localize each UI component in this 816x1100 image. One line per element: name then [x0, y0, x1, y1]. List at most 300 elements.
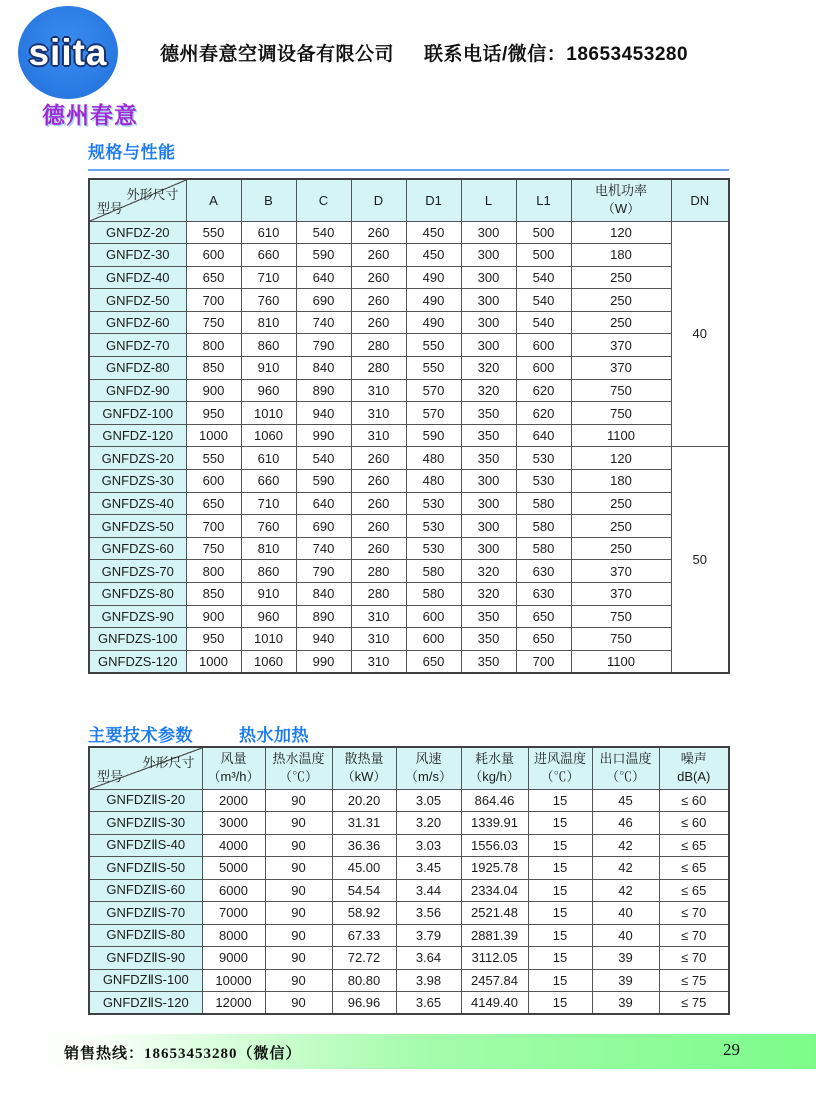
value-cell: 750	[186, 537, 241, 560]
value-cell: 550	[186, 221, 241, 244]
value-cell: 580	[516, 492, 571, 515]
value-cell: 760	[241, 515, 296, 538]
value-cell: 940	[296, 628, 351, 651]
value-cell: 2457.84	[461, 969, 528, 992]
value-cell: 900	[186, 379, 241, 402]
perf-col-header: 散热量 （kW）	[332, 747, 396, 789]
value-cell: ≤ 75	[659, 969, 729, 992]
value-cell: 350	[461, 424, 516, 447]
value-cell: 600	[516, 334, 571, 357]
perf-row	[89, 902, 729, 925]
value-cell: 800	[186, 334, 241, 357]
value-cell: 260	[351, 221, 406, 244]
logo-text: siita	[28, 31, 108, 73]
model-cell: GNFDZⅡS-80	[89, 924, 202, 947]
value-cell: 3.44	[396, 879, 461, 902]
spec-col-header-motor-power: 电机功率 （W）	[571, 179, 671, 221]
value-cell: 5000	[202, 857, 265, 880]
value-cell: 630	[516, 583, 571, 606]
value-cell: 1100	[571, 424, 671, 447]
spec-row	[89, 311, 729, 334]
model-cell: GNFDZS-80	[89, 583, 186, 606]
value-cell: 530	[406, 492, 461, 515]
value-cell: 1060	[241, 424, 296, 447]
value-cell: 67.33	[332, 924, 396, 947]
model-cell: GNFDZⅡS-40	[89, 834, 202, 857]
value-cell: 90	[265, 789, 332, 812]
footer-bar	[28, 1034, 816, 1069]
perf-col-header: 风量 （m³/h）	[202, 747, 265, 789]
value-cell: 590	[296, 244, 351, 267]
value-cell: 1000	[186, 650, 241, 673]
value-cell: 950	[186, 402, 241, 425]
perf-row	[89, 834, 729, 857]
value-cell: 4000	[202, 834, 265, 857]
value-cell: 610	[241, 447, 296, 470]
value-cell: 750	[571, 379, 671, 402]
spec-row	[89, 537, 729, 560]
corner-label-top: 外形尺寸	[142, 755, 195, 770]
value-cell: 310	[351, 605, 406, 628]
model-cell: GNFDZⅡS-50	[89, 857, 202, 880]
spec-row	[89, 583, 729, 606]
value-cell: 280	[351, 583, 406, 606]
spec-row	[89, 447, 729, 470]
value-cell: 370	[571, 357, 671, 380]
value-cell: 90	[265, 924, 332, 947]
value-cell: 90	[265, 879, 332, 902]
value-cell: 500	[516, 221, 571, 244]
spec-row	[89, 515, 729, 538]
value-cell: ≤ 75	[659, 992, 729, 1015]
value-cell: 650	[406, 650, 461, 673]
model-cell: GNFDZS-90	[89, 605, 186, 628]
spec-row	[89, 402, 729, 425]
value-cell: 90	[265, 992, 332, 1015]
value-cell: 690	[296, 515, 351, 538]
value-cell: 850	[186, 583, 241, 606]
value-cell: 530	[406, 515, 461, 538]
value-cell: 620	[516, 379, 571, 402]
value-cell: 370	[571, 583, 671, 606]
value-cell: 570	[406, 402, 461, 425]
perf-row	[89, 812, 729, 835]
value-cell: 600	[516, 357, 571, 380]
value-cell: 790	[296, 560, 351, 583]
section-title-specs: 规格与性能	[88, 143, 176, 162]
spec-row	[89, 244, 729, 267]
model-cell: GNFDZ-70	[89, 334, 186, 357]
value-cell: 8000	[202, 924, 265, 947]
value-cell: ≤ 70	[659, 902, 729, 925]
value-cell: 600	[186, 244, 241, 267]
value-cell: 300	[461, 266, 516, 289]
value-cell: 1925.78	[461, 857, 528, 880]
section-title-sub: 热水加热	[239, 726, 309, 745]
value-cell: 90	[265, 857, 332, 880]
value-cell: 300	[461, 334, 516, 357]
spec-row	[89, 289, 729, 312]
value-cell: 490	[406, 311, 461, 334]
value-cell: 350	[461, 628, 516, 651]
value-cell: 1100	[571, 650, 671, 673]
perf-col-header: 耗水量 （kg/h）	[461, 747, 528, 789]
value-cell: 900	[186, 605, 241, 628]
model-cell: GNFDZ-60	[89, 311, 186, 334]
value-cell: ≤ 70	[659, 924, 729, 947]
value-cell: 250	[571, 515, 671, 538]
spec-row	[89, 221, 729, 244]
perf-col-header: 出口温度 （℃）	[592, 747, 659, 789]
value-cell: 2334.04	[461, 879, 528, 902]
model-cell: GNFDZS-120	[89, 650, 186, 673]
value-cell: 740	[296, 311, 351, 334]
value-cell: 1556.03	[461, 834, 528, 857]
value-cell: 300	[461, 311, 516, 334]
value-cell: 90	[265, 902, 332, 925]
value-cell: 1000	[186, 424, 241, 447]
value-cell: 15	[528, 812, 592, 835]
model-cell: GNFDZ-40	[89, 266, 186, 289]
value-cell: 90	[265, 834, 332, 857]
value-cell: 890	[296, 605, 351, 628]
value-cell: 260	[351, 492, 406, 515]
value-cell: 760	[241, 289, 296, 312]
value-cell: 540	[296, 447, 351, 470]
value-cell: 650	[516, 605, 571, 628]
perf-row	[89, 879, 729, 902]
value-cell: 350	[461, 605, 516, 628]
value-cell: 3.65	[396, 992, 461, 1015]
value-cell: 690	[296, 289, 351, 312]
model-cell: GNFDZ-120	[89, 424, 186, 447]
value-cell: 550	[406, 357, 461, 380]
value-cell: 700	[186, 289, 241, 312]
value-cell: 370	[571, 334, 671, 357]
value-cell: 280	[351, 357, 406, 380]
value-cell: 350	[461, 447, 516, 470]
value-cell: 250	[571, 537, 671, 560]
value-cell: 580	[516, 515, 571, 538]
value-cell: 280	[351, 334, 406, 357]
value-cell: 310	[351, 628, 406, 651]
value-cell: 3.03	[396, 834, 461, 857]
logo-subtitle: 德州春意	[42, 102, 138, 128]
value-cell: 650	[186, 266, 241, 289]
page-number: 29	[723, 1040, 740, 1059]
value-cell: 72.72	[332, 947, 396, 970]
value-cell: 600	[406, 605, 461, 628]
value-cell: 45.00	[332, 857, 396, 880]
value-cell: 1010	[241, 402, 296, 425]
value-cell: 320	[461, 560, 516, 583]
value-cell: 650	[186, 492, 241, 515]
spec-row	[89, 650, 729, 673]
value-cell: 40	[592, 924, 659, 947]
value-cell: 15	[528, 834, 592, 857]
value-cell: 710	[241, 266, 296, 289]
model-cell: GNFDZ-30	[89, 244, 186, 267]
value-cell: 860	[241, 560, 296, 583]
value-cell: 15	[528, 902, 592, 925]
model-cell: GNFDZⅡS-120	[89, 992, 202, 1015]
value-cell: 250	[571, 311, 671, 334]
value-cell: 450	[406, 221, 461, 244]
value-cell: 480	[406, 447, 461, 470]
value-cell: 2000	[202, 789, 265, 812]
model-cell: GNFDZ-90	[89, 379, 186, 402]
value-cell: 2881.39	[461, 924, 528, 947]
spec-row	[89, 470, 729, 493]
value-cell: 450	[406, 244, 461, 267]
value-cell: 310	[351, 424, 406, 447]
value-cell: 910	[241, 357, 296, 380]
value-cell: 260	[351, 311, 406, 334]
value-cell: 42	[592, 834, 659, 857]
value-cell: 590	[296, 470, 351, 493]
value-cell: 3.98	[396, 969, 461, 992]
value-cell: 940	[296, 402, 351, 425]
value-cell: 650	[516, 628, 571, 651]
value-cell: ≤ 70	[659, 947, 729, 970]
corner-label-bottom: 型号	[97, 768, 124, 784]
value-cell: 750	[186, 311, 241, 334]
model-cell: GNFDZ-80	[89, 357, 186, 380]
value-cell: 530	[516, 447, 571, 470]
value-cell: 580	[406, 583, 461, 606]
value-cell: 320	[461, 583, 516, 606]
value-cell: 640	[296, 266, 351, 289]
value-cell: 550	[186, 447, 241, 470]
value-cell: 280	[351, 560, 406, 583]
perf-row	[89, 857, 729, 880]
value-cell: 42	[592, 879, 659, 902]
perf-corner-header	[89, 747, 202, 789]
value-cell: 800	[186, 560, 241, 583]
value-cell: 180	[571, 244, 671, 267]
perf-col-header: 风速 （m/s）	[396, 747, 461, 789]
value-cell: 260	[351, 470, 406, 493]
value-cell: 700	[186, 515, 241, 538]
value-cell: 640	[296, 492, 351, 515]
model-cell: GNFDZⅡS-100	[89, 969, 202, 992]
corner-label-top: 外形尺寸	[126, 187, 179, 202]
value-cell: 860	[241, 334, 296, 357]
value-cell: 260	[351, 266, 406, 289]
value-cell: 350	[461, 402, 516, 425]
value-cell: 480	[406, 470, 461, 493]
value-cell: 310	[351, 402, 406, 425]
value-cell: 3.64	[396, 947, 461, 970]
model-cell: GNFDZⅡS-60	[89, 879, 202, 902]
value-cell: 15	[528, 789, 592, 812]
perf-row	[89, 969, 729, 992]
value-cell: 31.31	[332, 812, 396, 835]
model-cell: GNFDZS-20	[89, 447, 186, 470]
value-cell: 80.80	[332, 969, 396, 992]
value-cell: 640	[516, 424, 571, 447]
value-cell: 15	[528, 992, 592, 1015]
value-cell: ≤ 65	[659, 857, 729, 880]
value-cell: 960	[241, 605, 296, 628]
spec-row	[89, 266, 729, 289]
model-cell: GNFDZⅡS-20	[89, 789, 202, 812]
model-cell: GNFDZⅡS-90	[89, 947, 202, 970]
model-cell: GNFDZS-40	[89, 492, 186, 515]
value-cell: 320	[461, 379, 516, 402]
value-cell: 490	[406, 289, 461, 312]
value-cell: 3.56	[396, 902, 461, 925]
value-cell: 300	[461, 537, 516, 560]
value-cell: 570	[406, 379, 461, 402]
spec-col-header: L1	[516, 179, 571, 221]
model-cell: GNFDZS-100	[89, 628, 186, 651]
value-cell: 810	[241, 537, 296, 560]
value-cell: 750	[571, 628, 671, 651]
spec-row	[89, 424, 729, 447]
value-cell: 990	[296, 424, 351, 447]
spec-row	[89, 357, 729, 380]
section-title-parameters	[88, 721, 309, 746]
value-cell: 1339.91	[461, 812, 528, 835]
value-cell: 39	[592, 992, 659, 1015]
value-cell: 36.36	[332, 834, 396, 857]
model-cell: GNFDZS-50	[89, 515, 186, 538]
value-cell: 620	[516, 402, 571, 425]
value-cell: 710	[241, 492, 296, 515]
value-cell: 950	[186, 628, 241, 651]
value-cell: 20.20	[332, 789, 396, 812]
value-cell: 490	[406, 266, 461, 289]
value-cell: 7000	[202, 902, 265, 925]
value-cell: 58.92	[332, 902, 396, 925]
value-cell: 90	[265, 812, 332, 835]
value-cell: 840	[296, 357, 351, 380]
corner-label-bottom: 型号	[97, 200, 124, 216]
value-cell: 610	[241, 221, 296, 244]
spec-row	[89, 560, 729, 583]
value-cell: 350	[461, 650, 516, 673]
value-cell: 540	[296, 221, 351, 244]
value-cell: 550	[406, 334, 461, 357]
value-cell: 864.46	[461, 789, 528, 812]
value-cell: 700	[516, 650, 571, 673]
value-cell: 540	[516, 266, 571, 289]
siita-logo	[18, 6, 118, 99]
value-cell: 39	[592, 969, 659, 992]
model-cell: GNFDZ-50	[89, 289, 186, 312]
dn-merged-cell: 40	[671, 221, 729, 447]
value-cell: 96.96	[332, 992, 396, 1015]
value-cell: 890	[296, 379, 351, 402]
model-cell: GNFDZS-30	[89, 470, 186, 493]
value-cell: 260	[351, 244, 406, 267]
spec-row	[89, 379, 729, 402]
perf-row	[89, 789, 729, 812]
value-cell: 120	[571, 221, 671, 244]
spec-col-header: D1	[406, 179, 461, 221]
value-cell: 300	[461, 244, 516, 267]
value-cell: 42	[592, 857, 659, 880]
value-cell: 3.79	[396, 924, 461, 947]
value-cell: 600	[186, 470, 241, 493]
value-cell: 90	[265, 969, 332, 992]
value-cell: 260	[351, 447, 406, 470]
value-cell: 10000	[202, 969, 265, 992]
value-cell: 990	[296, 650, 351, 673]
value-cell: ≤ 60	[659, 789, 729, 812]
value-cell: 300	[461, 492, 516, 515]
value-cell: 15	[528, 857, 592, 880]
spec-col-header: B	[241, 179, 296, 221]
value-cell: 840	[296, 583, 351, 606]
spec-col-header-dn: DN	[671, 179, 729, 221]
value-cell: 660	[241, 244, 296, 267]
value-cell: 530	[406, 537, 461, 560]
value-cell: 540	[516, 289, 571, 312]
value-cell: 790	[296, 334, 351, 357]
value-cell: 320	[461, 357, 516, 380]
value-cell: 660	[241, 470, 296, 493]
value-cell: 910	[241, 583, 296, 606]
value-cell: 810	[241, 311, 296, 334]
value-cell: 2521.48	[461, 902, 528, 925]
value-cell: 1060	[241, 650, 296, 673]
value-cell: 3112.05	[461, 947, 528, 970]
value-cell: 750	[571, 402, 671, 425]
value-cell: 540	[516, 311, 571, 334]
value-cell: 300	[461, 289, 516, 312]
value-cell: 250	[571, 266, 671, 289]
value-cell: 15	[528, 969, 592, 992]
value-cell: 46	[592, 812, 659, 835]
value-cell: 850	[186, 357, 241, 380]
value-cell: 6000	[202, 879, 265, 902]
value-cell: 1010	[241, 628, 296, 651]
spec-table	[88, 178, 730, 674]
value-cell: ≤ 65	[659, 834, 729, 857]
model-cell: GNFDZ-20	[89, 221, 186, 244]
value-cell: 260	[351, 289, 406, 312]
value-cell: 300	[461, 221, 516, 244]
spec-row	[89, 605, 729, 628]
value-cell: 580	[406, 560, 461, 583]
value-cell: 250	[571, 492, 671, 515]
value-cell: 40	[592, 902, 659, 925]
value-cell: 3.20	[396, 812, 461, 835]
value-cell: 260	[351, 537, 406, 560]
value-cell: ≤ 60	[659, 812, 729, 835]
value-cell: 9000	[202, 947, 265, 970]
perf-row	[89, 947, 729, 970]
company-name: 德州春意空调设备有限公司	[160, 44, 395, 65]
value-cell: 590	[406, 424, 461, 447]
section-title-main: 主要技术参数	[88, 726, 193, 745]
spec-row	[89, 334, 729, 357]
value-cell: 3.45	[396, 857, 461, 880]
spec-row	[89, 628, 729, 651]
value-cell: 12000	[202, 992, 265, 1015]
value-cell: 3.05	[396, 789, 461, 812]
value-cell: 300	[461, 515, 516, 538]
value-cell: 120	[571, 447, 671, 470]
model-cell: GNFDZⅡS-30	[89, 812, 202, 835]
value-cell: 15	[528, 879, 592, 902]
value-cell: 600	[406, 628, 461, 651]
value-cell: 630	[516, 560, 571, 583]
perf-col-header: 进风温度 （℃）	[528, 747, 592, 789]
perf-row	[89, 992, 729, 1015]
